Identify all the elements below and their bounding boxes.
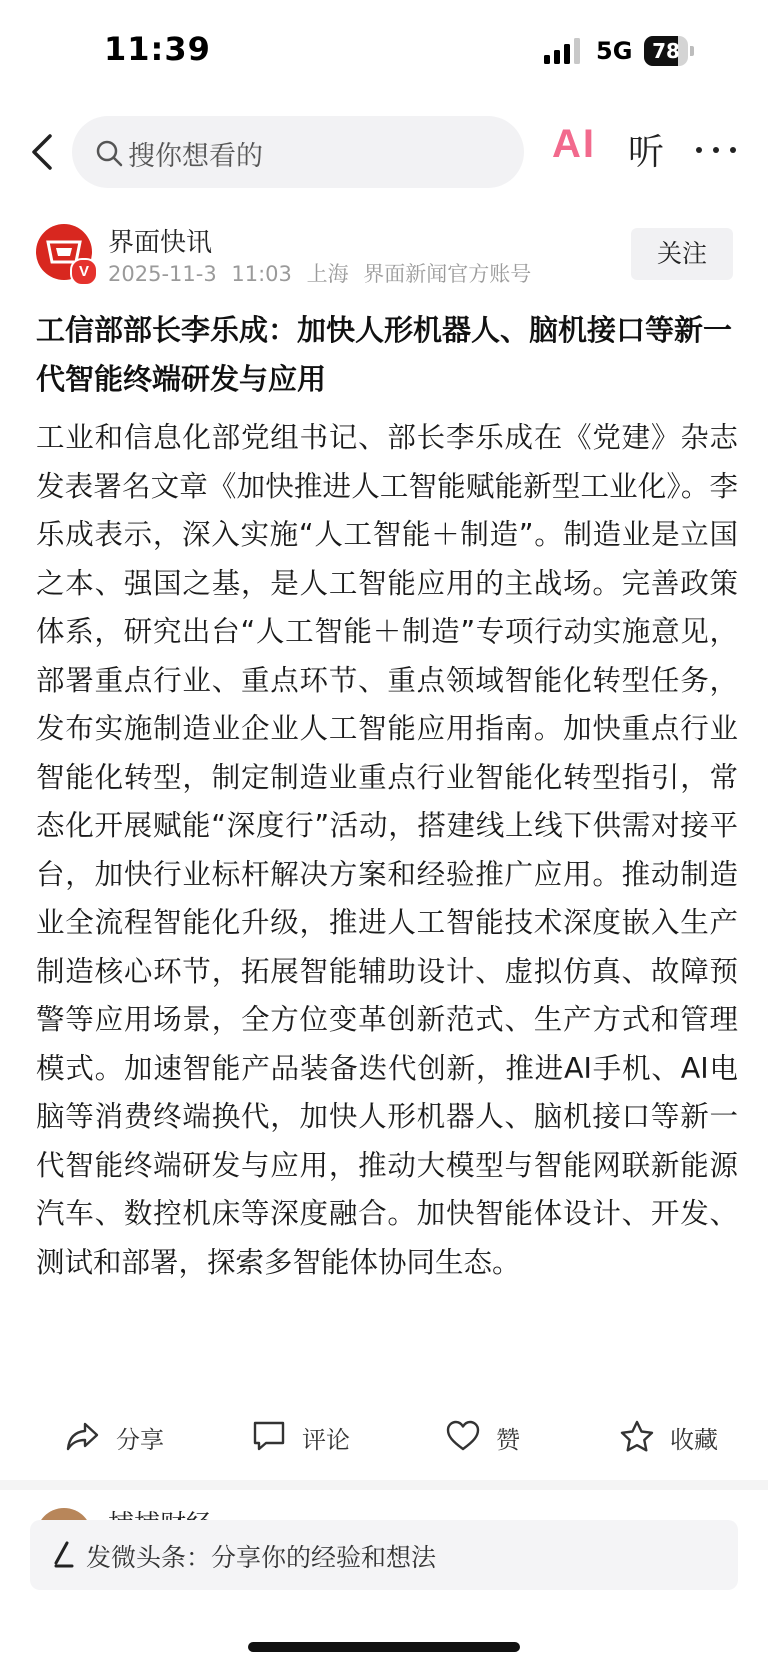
- verified-badge: V: [70, 258, 98, 286]
- comment-button[interactable]: [252, 1408, 362, 1464]
- section-divider: [0, 1480, 768, 1490]
- comment-label: 评论: [302, 1426, 350, 1454]
- compose-placeholder: 发微头条：分享你的经验和想法: [86, 1543, 437, 1572]
- top-nav: [0, 110, 768, 194]
- signal-icon: [544, 38, 584, 64]
- follow-button[interactable]: 关注: [631, 228, 733, 280]
- article-title: 工信部部长李乐成：加快人形机器人、脑机接口等新一代智能终端研发与应用: [36, 313, 733, 396]
- share-button[interactable]: [66, 1408, 176, 1464]
- action-bar: [0, 1408, 768, 1464]
- search-placeholder: 搜你想看的: [128, 141, 263, 172]
- compose-input[interactable]: [30, 1520, 738, 1590]
- ai-button[interactable]: AI: [552, 122, 596, 166]
- pen-icon: [50, 1540, 76, 1570]
- comment-icon: [252, 1420, 286, 1452]
- post-meta: [108, 258, 539, 288]
- post-date: 2025-11-3: [108, 262, 217, 286]
- share-label: 分享: [116, 1426, 164, 1454]
- like-button[interactable]: [446, 1408, 536, 1464]
- status-time: 11:39: [104, 30, 211, 68]
- search-icon: [94, 138, 124, 168]
- search-input[interactable]: [72, 116, 524, 188]
- favorite-button[interactable]: [620, 1408, 730, 1464]
- battery-level: 78: [652, 39, 680, 63]
- network-label: 5G: [596, 37, 633, 65]
- more-icon[interactable]: [694, 130, 738, 170]
- favorite-label: 收藏: [670, 1426, 718, 1454]
- back-icon[interactable]: [26, 130, 62, 174]
- battery-icon: [644, 36, 694, 66]
- listen-button[interactable]: 听: [628, 132, 665, 173]
- like-label: 赞: [496, 1426, 520, 1454]
- post-time: 11:03: [231, 262, 292, 286]
- home-indicator[interactable]: [248, 1642, 520, 1652]
- status-bar: [0, 0, 768, 100]
- star-icon: [620, 1420, 654, 1452]
- heart-icon: [446, 1420, 480, 1452]
- account-type: 界面新闻官方账号: [363, 262, 532, 286]
- post-location: 上海: [306, 262, 349, 286]
- article-body: 工业和信息化部党组书记、部长李乐成在《党建》杂志发表署名文章《加快推进人工智能赋能新型工业化》。李乐成表示，深入实施“人工智能＋制造”。制造业是立国之本、强国之基，是人工智能应用的主战场。完善政策体系，研究出台“人工智能＋制造”专项行动实施意见，部署重点行业、重点环节、重点领域智能化转型任务，发布实施制造业企业人工智能应用指南。加快重点行业智能化转型，制定制造业重点行业智能化转型指引，常态化开展赋能“深度行”活动，搭建线上线下供需对接平台，加快行业标杆解决方案和经验推广应用。推动制造业全流程智能化升级，推进人工智能技术深度嵌入生产制造核心环节，拓展智能辅助设计、虚拟仿真、故障预警等应用场景，全方位变革创新范式、生产方式和管理模式。加速智能产品装备迭代创新，推进AI手机、AI电脑等消费终端换代，加快人形机器人、脑机接口等新一代智能终端研发与应用，推动大模型与智能网联新能源汽车、数控机床等深度融合。加快智能体设计、开发、测试和部署，探索多智能体协同生态。: [36, 421, 738, 1279]
- author-name[interactable]: 界面快讯: [108, 228, 213, 258]
- next-card-peek[interactable]: [0, 1490, 768, 1520]
- share-icon: [66, 1420, 100, 1452]
